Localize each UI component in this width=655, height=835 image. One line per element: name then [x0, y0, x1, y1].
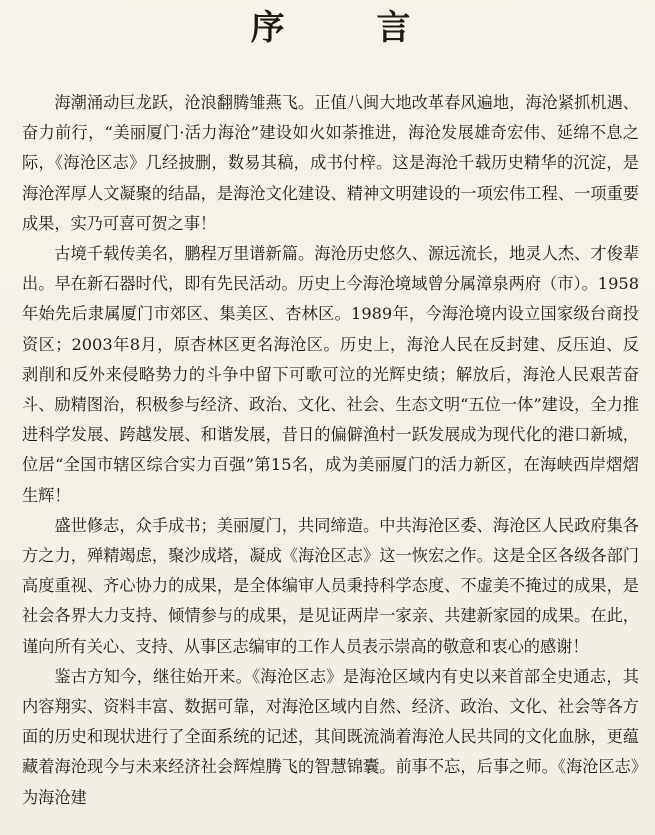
- paragraph-3: 盛世修志，众手成书；美丽厦门，共同缔造。中共海沧区委、海沧区人民政府集各方之力，殚精竭虑，聚沙成塔，凝成《海沧区志》这一恢宏之作。这是全区各级各部门高度重视、齐心协力的成果，是全体编审人员秉持科学态度、不虚美不掩过的成果，是社会各界大力支持、倾情参与的成果，是见证两岸一家亲、共建新家园的成果。在此，谨向所有关心、支持、从事区志编审的工作人员表示崇高的敬意和衷心的感谢！: [22, 515, 639, 656]
- document-body: [22, 88, 639, 813]
- paragraph-1: 海潮涌动巨龙跃，沧浪翻腾雏燕飞。正值八闽大地改革春风遍地，海沧紧抓机遇、奋力前行，“美丽厦门·活力海沧”建设如火如荼推进，海沧发展雄奇宏伟、延绵不息之际，《海沧区志》几经披删，数易其稿，成书付梓。这是海沧千载历史精华的沉淀，是海沧浑厚人文凝聚的结晶，是海沧文化建设、精神文明建设的一项宏伟工程、一项重要成果，实乃可喜可贺之事！: [22, 93, 639, 233]
- page-title: 序 言: [250, 8, 451, 48]
- paragraph-4: 鉴古方知今，继往始开来。《海沧区志》是海沧区域内有史以来首部全史通志，其内容翔实、资料丰富、数据可靠，对海沧区域内自然、经济、政治、文化、社会等各方面的历史和现状进行了全面系统的记述，其间既流淌着海沧人民共同的文化血脉，更蕴藏着海沧现今与未来经济社会辉煌腾飞的智慧锦囊。前事不忘，后事之师。《海沧区志》为海沧建: [22, 666, 639, 807]
- paragraph-2: 古境千载传美名，鹏程万里谱新篇。海沧历史悠久、源远流长，地灵人杰、才俊辈出。早在新石器时代，即有先民活动。历史上今海沧境域曾分属漳泉两府（市）。1958年始先后隶属厦门市郊区、集美区、杏林区。1989年，今海沧境内设立国家级台商投资区；2003年8月，原杏林区更名海沧区。历史上，海沧人民在反封建、反压迫、反剥削和反外来侵略势力的斗争中留下可歌可泣的光辉史绩；解放后，海沧人民艰苦奋斗、励精图治，积极参与经济、政治、文化、社会、生态文明“五位一体”建设，全力推进科学发展、跨越发展、和谐发展，昔日的偏僻渔村一跃发展成为现代化的港口新城，位居“全国市辖区综合实力百强”第15名，成为美丽厦门的活力新区，在海峡西岸熠熠生辉！: [22, 244, 639, 505]
